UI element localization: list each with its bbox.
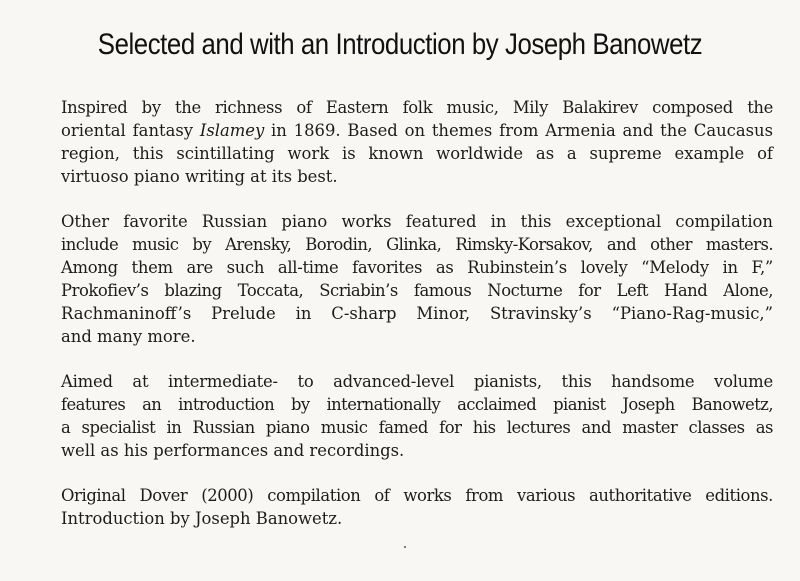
page-heading: Selected and with an Introduction by Joseph Banowetz bbox=[97, 28, 703, 61]
text-fragment: in 1869. Based on themes from Armenia and the Caucasus bbox=[264, 121, 773, 140]
paragraph-other-works bbox=[61, 210, 773, 348]
text-line: well as his performances and recordings. bbox=[61, 441, 405, 460]
text-line bbox=[61, 119, 773, 142]
paragraph-publication-note bbox=[61, 484, 773, 530]
text-line: include music by Arensky, Borodin, Glinka, Rimsky-Korsakov, and other masters. bbox=[61, 235, 773, 254]
text-line: Aimed at intermediate- to advanced-level pianists, this handsome volume bbox=[61, 372, 773, 391]
work-title-islamey: Islamey bbox=[199, 121, 265, 140]
print-speck bbox=[404, 546, 406, 548]
description-body bbox=[61, 96, 773, 552]
text-line: virtuoso piano writing at its best. bbox=[61, 167, 338, 186]
text-line: Original Dover (2000) compilation of works from various authoritative editions. bbox=[61, 486, 773, 505]
text-line: region, this scintillating work is known worldwide as a supreme example of bbox=[61, 144, 773, 163]
text-line: Inspired by the richness of Eastern folk music, Mily Balakirev composed the bbox=[61, 98, 773, 117]
text-line: Among them are such all-time favorites as Rubinstein’s lovely “Melody in F,” bbox=[61, 258, 773, 277]
text-line: a specialist in Russian piano music famed for his lectures and master classes as bbox=[61, 418, 773, 437]
text-line: Introduction by Joseph Banowetz. bbox=[61, 509, 343, 528]
paragraph-audience bbox=[61, 370, 773, 462]
text-line: Other favorite Russian piano works featured in this exceptional compilation bbox=[61, 212, 773, 231]
text-line: Rachmaninoff’s Prelude in C-sharp Minor, Stravinsky’s “Piano-Rag-music,” bbox=[61, 304, 773, 323]
text-fragment: oriental fantasy bbox=[61, 121, 200, 140]
paragraph-islamey bbox=[61, 96, 773, 188]
text-line: features an introduction by internationally acclaimed pianist Joseph Banowetz, bbox=[61, 395, 773, 414]
text-line: Prokofiev’s blazing Toccata, Scriabin’s famous Nocturne for Left Hand Alone, bbox=[61, 281, 773, 300]
text-line: and many more. bbox=[61, 327, 196, 346]
